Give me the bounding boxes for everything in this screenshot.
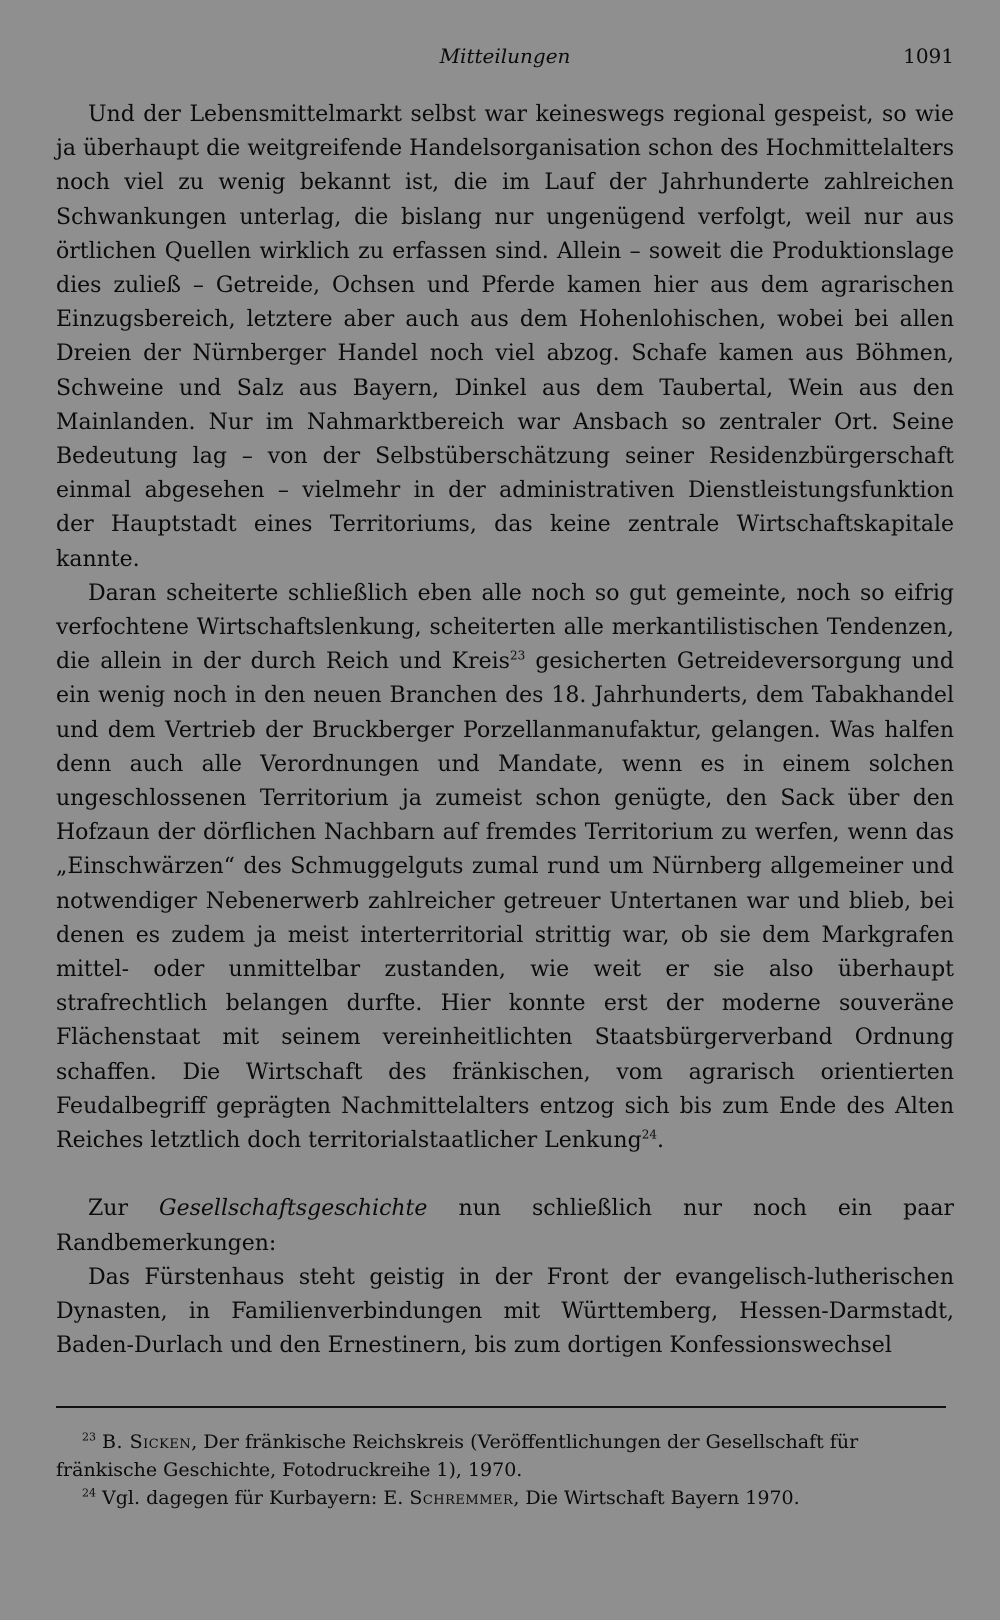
footnote-23-author: B. Sicken: [102, 1431, 192, 1453]
footnote-24-number: 24: [82, 1486, 96, 1500]
footnote-ref-23: 23: [509, 648, 526, 663]
paragraph-3: [56, 1192, 954, 1260]
footnote-24-prefix: Vgl. dagegen für Kurbayern: E.: [96, 1487, 410, 1509]
paragraph-4: [56, 1261, 954, 1364]
paragraph-2-end: .: [656, 1128, 664, 1154]
footnote-24-text: , Die Wirtschaft Bayern 1970.: [513, 1487, 800, 1509]
footnote-ref-24: 24: [641, 1127, 657, 1142]
paragraph-2-part-2: gesicherten Getreideversorgung und ein wenig noch in den neuen Branchen des 18. Jahrhunderts, dem Tabakhandel und dem Vertrieb der Bruckberger Porzellanmanufaktur, gelangen. Was halfen denn auch alle Verordnungen und Mandate, wenn es in einem solchen ungeschlossenen Territorium ja zumeist schon genügte, den Sack über den Hofzaun der dörflichen Nachbarn auf fremdes Territorium zu werfen, wenn das „Einschwärzen“ des Schmuggelguts zumal rund um Nürnberg allgemeiner und notwendiger Nebenerwerb zahlreicher getreuer Untertanen war und blieb, bei denen es zudem ja meist interterritorial strittig war, ob sie dem Markgrafen mittel- oder unmittelbar zustanden, wie weit er sie also überhaupt strafrechtlich belangen durfte. Hier konnte erst der moderne souveräne Flächenstaat mit seinem vereinheitlichten Staatsbürgerverband Ordnung schaffen. Die Wirtschaft des fränkischen, vom agrarisch orientierten Feudalbegriff geprägten Nachmittelalters entzog sich bis zum Ende des Alten Reiches letztlich doch territorialstaatlicher Lenkung: [56, 649, 954, 1154]
footnote-23-number: 23: [82, 1430, 96, 1444]
paragraph-1: [56, 98, 954, 577]
paragraph-3-lead: Zur: [88, 1196, 159, 1222]
paragraph-3-rest: nun schließlich nur noch ein paar Randbemerkungen:: [56, 1196, 954, 1256]
paragraph-4-text: Das Fürstenhaus steht geistig in der Front der evangelisch-lutherischen Dynasten, in Familienverbindungen mit Württemberg, Hessen-Darmstadt, Baden-Durlach und den Ernestinern, bis zum dortigen Konfessionswechsel: [56, 1264, 954, 1359]
footnote-23-text: , Der fränkische Reichskreis (Veröffentlichungen der Gesellschaft für fränkische Geschichte, Fotodruckreihe 1), 1970.: [56, 1431, 859, 1481]
page-number: 1091: [903, 44, 954, 68]
footnotes: [56, 1428, 946, 1512]
running-title: Mitteilungen: [439, 44, 571, 68]
body-text: [56, 98, 954, 1363]
paragraph-2: [56, 577, 954, 1158]
paragraph-2-part-1: Daran scheiterte schließlich eben alle noch so gut gemeinte, noch so eifrig verfochtene Wirtschaftslenkung, scheiterten alle merkantilistischen Tendenzen, die allein in der durch Reich und Kreis: [56, 580, 954, 675]
footnote-24-author: Schremmer: [409, 1487, 514, 1509]
footnote-divider: [56, 1406, 946, 1408]
page-header: [56, 44, 954, 78]
footnote-24: [56, 1484, 946, 1512]
footnote-23: [56, 1428, 946, 1484]
paragraph-1-text: Und der Lebensmittelmarkt selbst war keineswegs regional gespeist, so wie ja überhaupt die weitgreifende Handelsorganisation schon des Hochmittelalters noch viel zu wenig bekannt ist, die im Lauf der Jahrhunderte zahlreichen Schwankungen unterlag, die bislang nur ungenügend verfolgt, weil nur aus örtlichen Quellen wirklich zu erfassen sind. Allein – soweit die Produktionslage dies zuließ – Getreide, Ochsen und Pferde kamen hier aus dem agrarischen Einzugsbereich, letztere aber auch aus dem Hohenlohischen, wobei bei allen Dreien der Nürnberger Handel noch viel abzog. Schafe kamen aus Böhmen, Schweine und Salz aus Bayern, Dinkel aus dem Taubertal, Wein aus den Mainlanden. Nur im Nahmarktbereich war Ansbach so zentraler Ort. Seine Bedeutung lag – von der Selbstüberschätzung seiner Residenzbürgerschaft einmal abgesehen – vielmehr in der administrativen Dienstleistungsfunktion der Hauptstadt eines Territoriums, das keine zentrale Wirtschaftskapitale kannte.: [56, 102, 954, 572]
paragraph-3-italic-term: Gesellschaftsgeschichte: [159, 1196, 428, 1222]
